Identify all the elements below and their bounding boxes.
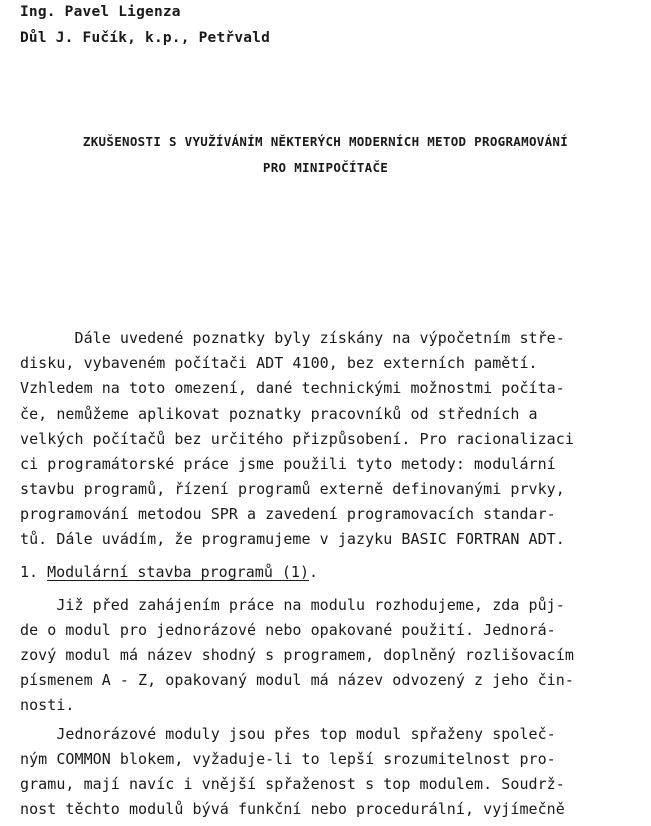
paragraph-line: nost těchto modulů bývá funkční nebo procedurální, vyjímečně <box>20 800 565 818</box>
paragraph-line: gramu, mají navíc i vnější spřaženost s top modulem. Soudrž- <box>20 775 565 793</box>
paragraph-line: ci programátorské práce jsme použili tyto metody: modulární <box>20 455 556 473</box>
paragraph-line: nosti. <box>20 696 75 714</box>
section-title: Modulární stavba programů (1) <box>47 563 309 581</box>
section-heading <box>20 563 318 581</box>
section-number: 1. <box>20 563 48 581</box>
paragraph-line: Jednorázové moduly jsou přes top modul spřaženy společ- <box>20 725 556 743</box>
paragraph-line: tů. Dále uvádím, že programujeme v jazyku BASIC FORTRAN ADT. <box>20 530 565 548</box>
paragraph-line: stavbu programů, řízení programů externě definovanými prvky, <box>20 480 565 498</box>
paragraph-line: disku, vybaveném počítači ADT 4100, bez externích pamětí. <box>20 354 538 372</box>
paragraph-line: če, nemůžeme aplikovat poznatky pracovníků od středních a <box>20 405 538 423</box>
paragraph-line: Dále uvedené poznatky byly získány na výpočetním stře- <box>20 329 565 347</box>
document-title-line-2: PRO MINIPOČÍTAČE <box>262 160 389 175</box>
paragraph-line: programování metodou SPR a zavedení programovacích standar- <box>20 505 556 523</box>
paragraph-line: zový modul má název shodný s programem, doplněný rozlišovacím <box>20 646 574 664</box>
paragraph-line: písmenem A - Z, opakovaný modul má název odvozený z jeho čin- <box>20 671 574 689</box>
paragraph-line: ným COMMON blokem, vyžaduje-li to lepší srozumitelnost pro- <box>20 750 556 768</box>
section-title-suffix: . <box>309 563 319 581</box>
paragraph-line: Vzhledem na toto omezení, dané technickými možnostmi počíta- <box>20 379 565 397</box>
document-title-line-1: ZKUŠENOSTI S VYUŽÍVÁNÍM NĚKTERÝCH MODERNÍCH METOD PROGRAMOVÁNÍ <box>82 134 569 149</box>
author-affiliation: Důl J. Fučík, k.p., Petřvald <box>20 30 271 46</box>
paragraph-line: Již před zahájením práce na modulu rozhodujeme, zda půj- <box>20 596 565 614</box>
paragraph-line: velkých počítačů bez určitého přizpůsobení. Pro racionalizaci <box>20 430 574 448</box>
paragraph-line: de o modul pro jednorázové nebo opakované použití. Jednorá- <box>20 621 556 639</box>
author-name: Ing. Pavel Ligenza <box>20 4 181 20</box>
